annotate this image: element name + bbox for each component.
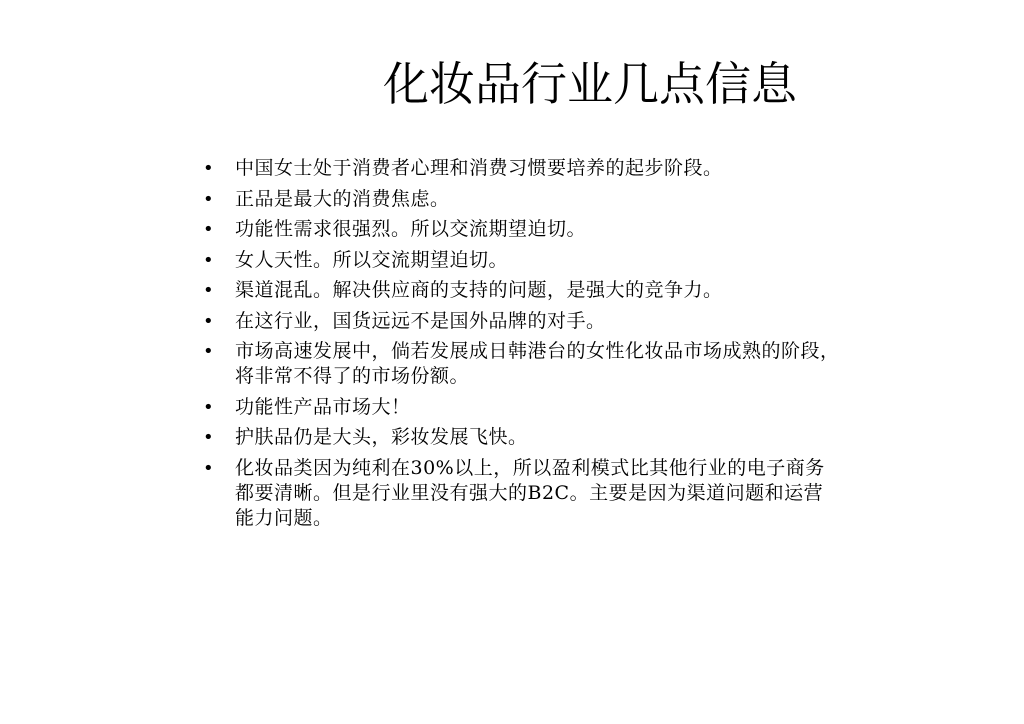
list-item [200, 425, 990, 450]
list-item [200, 217, 990, 242]
bullet-text: 在这行业，国货远远不是国外品牌的对手。 [235, 309, 606, 332]
list-item [200, 278, 990, 303]
bullet-text: 渠道混乱。解决供应商的支持的问题，是强大的竞争力。 [235, 279, 723, 301]
bullet-text: 中国女士处于消费者心理和消费习惯要培养的起步阶段。 [235, 157, 723, 179]
bullet-marker: • [203, 457, 214, 479]
list-item [200, 395, 990, 420]
list-item [200, 248, 990, 273]
list-item [200, 156, 990, 181]
bullet-text: 功能性产品市场大！ [235, 395, 411, 418]
bullet-marker: • [203, 280, 214, 301]
bullet-marker: • [203, 341, 214, 362]
slide-title: 化妆品行业几点信息 [383, 57, 797, 111]
bullet-text: 女人天性。所以交流期望迫切。 [235, 248, 509, 271]
bullet-marker: • [203, 219, 214, 240]
bullet-text: 功能性需求很强烈。所以交流期望迫切。 [235, 218, 587, 240]
list-item [200, 309, 990, 334]
bullet-marker: • [203, 396, 214, 418]
list-item [200, 187, 990, 212]
bullet-text: 正品是最大的消费焦虑。 [235, 187, 450, 210]
bullet-marker: • [203, 310, 214, 332]
list-item [200, 456, 990, 531]
bullet-marker: • [203, 249, 214, 271]
bullet-text: 护肤品仍是大头，彩妆发展飞快。 [235, 426, 528, 448]
bullet-list [200, 156, 990, 536]
bullet-text: 化妆品类因为纯利在30%以上，所以盈利模式比其他行业的电子商务 都要清晰。但是行业里没有强大的B2C。主要是因为渠道问题和运营 能力问题。 [235, 456, 825, 529]
bullet-marker: • [203, 158, 214, 179]
list-item [200, 339, 990, 389]
bullet-marker: • [203, 427, 214, 448]
bullet-text: 市场高速发展中，倘若发展成日韩港台的女性化妆品市场成熟的阶段， 将非常不得了的市场份额。 [235, 340, 840, 387]
bullet-marker: • [203, 188, 214, 210]
